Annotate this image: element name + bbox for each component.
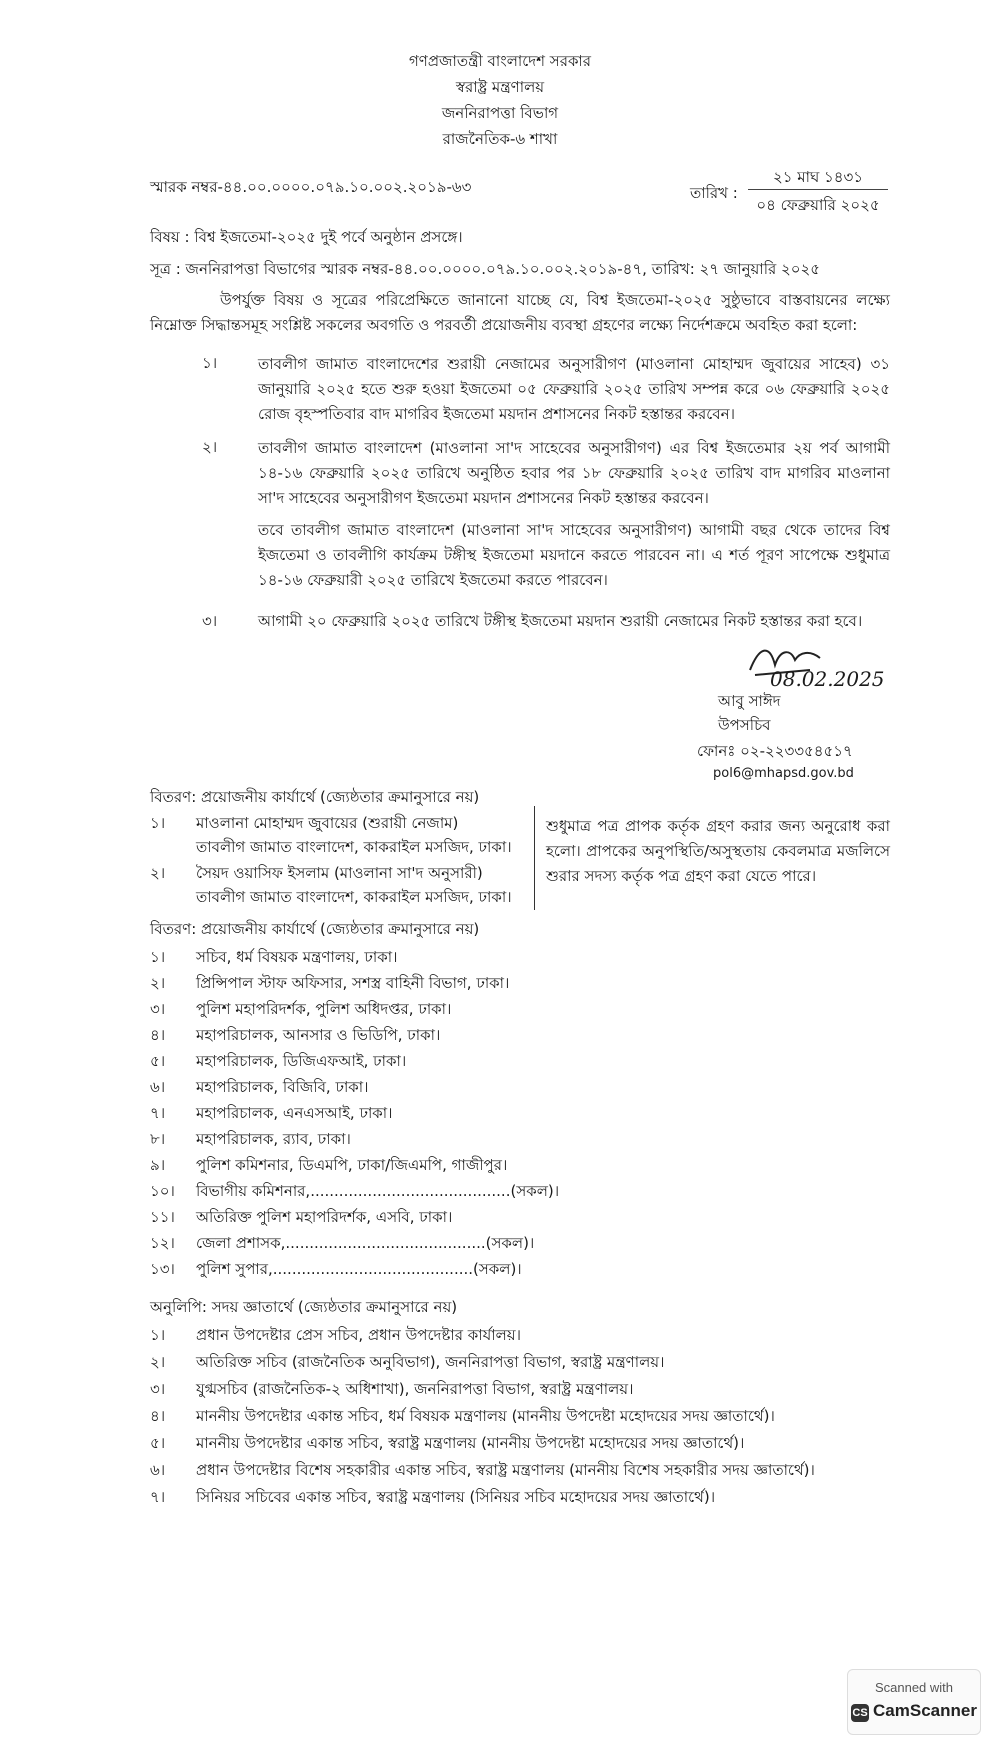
point-3-number: ৩। [202,612,218,630]
list-item: ৯। পুলিশ কমিশনার, ডিএমপি, ঢাকা/জিএমপি, গাজীপুর। [150,1156,508,1174]
list-item: ৩। পুলিশ মহাপরিদর্শক, পুলিশ অধিদপ্তর, ঢাকা। [150,1000,452,1018]
list-item: ২। অতিরিক্ত সচিব (রাজনৈতিক অনুবিভাগ), জননিরাপত্তা বিভাগ, স্বরাষ্ট্র মন্ত্রণালয়। [150,1353,665,1371]
reference-line: সূত্র : জননিরাপত্তা বিভাগের স্মারক নম্বর-৪৪.০০.০০০০.০৭৯.১০.০০২.২০১৯-৪৭, তারিখ: ২৭ জানুয়ারি ২০২৫ [150,260,821,278]
distribution-1-item-1-line2: তাবলীগ জামাত বাংলাদেশ, কাকরাইল মসজিদ, ঢাকা। [196,838,512,856]
date-label: তারিখ : [690,184,738,202]
signatory-name: আবু সাঈদ [718,692,781,710]
list-item: ৮। মহাপরিচালক, র‍্যাব, ঢাকা। [150,1130,351,1148]
distribution-1-item-2-line2: তাবলীগ জামাত বাংলাদেশ, কাকরাইল মসজিদ, ঢাকা। [196,888,512,906]
header-ministry: স্বরাষ্ট্র মন্ত্রণালয় [455,78,545,96]
list-item: ১০। বিভাগীয় কমিশনার,..........................................(সকল)। [150,1182,560,1200]
camscanner-logo-icon: CS [851,1704,869,1722]
list-item: ৫। মাননীয় উপদেষ্টার একান্ত সচিব, স্বরাষ্ট্র মন্ত্রণালয় (মাননীয় উপদেষ্টা মহোদয়ের সদয় জ্ঞাতার্থে)। [150,1434,745,1452]
signatory-email: pol6@mhapsd.gov.bd [713,766,854,781]
signatory-phone: ফোনঃ ০২-২২৩৩৫৪৫১৭ [697,742,853,760]
list-item: ৫। মহাপরিচালক, ডিজিএফআই, ঢাকা। [150,1052,407,1070]
list-item: ৩। যুগ্মসচিব (রাজনৈতিক-২ অধিশাখা), জননিরাপত্তা বিভাগ, স্বরাষ্ট্র মন্ত্রণালয়। [150,1380,634,1398]
list-item: ৬। মহাপরিচালক, বিজিবি, ঢাকা। [150,1078,369,1096]
distribution-1-item-1-line1: মাওলানা মোহাম্মদ জুবায়ের (শুরায়ী নেজাম) [196,814,459,832]
point-2-number: ২। [202,438,218,456]
point-2-text: তাবলীগ জামাত বাংলাদেশ (মাওলানা সা'দ সাহেবের অনুসারীগণ) এর বিশ্ব ইজতেমার ২য় পর্ব আগামী ১৪-১৬ ফেব্রুয়ারি ২০২৫ তারিখে অনুষ্ঠিত হবার পর ১৮ ফেব্রুয়ারি ২০২৫ তারিখ বাদ মাগরিব মাওলানা সা'দ সাহেবের অনুসারীগণ ইজতেমা ময়দান প্রশাসনের নিকট হস্তান্তর করবেন। [258,439,890,507]
point-1-text: তাবলীগ জামাত বাংলাদেশের শুরায়ী নেজামের অনুসারীগণ (মাওলানা মোহাম্মদ জুবায়ের সাহেব) ৩১ জানুয়ারি ২০২৫ হতে শুরু হওয়া ইজতেমা ০৫ ফেব্রুয়ারি ২০২৫ তারিখ সম্পন্ন করে ০৬ ফেব্রুয়ারি ২০২৫ রোজ বৃহস্পতিবার বাদ মাগরিব ইজতেমা ময়দান প্রশাসনের নিকট হস্তান্তর করবেন। [258,355,890,423]
camscanner-watermark [847,1669,981,1735]
subject-line: বিষয় : বিশ্ব ইজতেমা-২০২৫ দুই পর্বে অনুষ্ঠান প্রসঙ্গে। [150,228,463,246]
date-english: ০৪ ফেব্রুয়ারি ২০২৫ [756,196,880,214]
distribution-1-note: শুধুমাত্র পত্র প্রাপক কর্তৃক গ্রহণ করার জন্য অনুরোধ করা হলো। প্রাপকের অনুপস্থিতি/অসুস্থতায় কেবলমাত্র মজলিসে শুরার সদস্য কর্তৃক পত্র গ্রহণ করা যেতে পারে। [546,817,890,885]
list-item: ১২। জেলা প্রশাসক,..........................................(সকল)। [150,1234,535,1252]
header-government: গণপ্রজাতন্ত্রী বাংলাদেশ সরকার [408,52,592,70]
camscanner-name: CamScanner [873,1700,977,1720]
list-item: ৭। সিনিয়র সচিবের একান্ত সচিব, স্বরাষ্ট্র মন্ত্রণালয় (সিনিয়র সচিব মহোদয়ের সদয় জ্ঞাতার্থে)। [150,1488,716,1506]
camscanner-caption: Scanned with [874,1680,954,1695]
point-1-number: ১। [202,354,218,372]
date-bangla: ২১ মাঘ ১৪৩১ [748,166,888,190]
list-item: ৪। মহাপরিচালক, আনসার ও ভিডিপি, ঢাকা। [150,1026,441,1044]
list-item: ১। প্রধান উপদেষ্টার প্রেস সচিব, প্রধান উপদেষ্টার কার্যালয়। [150,1326,521,1344]
list-item: ৬। প্রধান উপদেষ্টার বিশেষ সহকারীর একান্ত সচিব, স্বরাষ্ট্র মন্ত্রণালয় (মাননীয় বিশেষ সহকারীর সদয় জ্ঞাতার্থে)। [150,1461,815,1479]
distribution-1-heading: বিতরণ: প্রয়োজনীয় কার্যার্থে (জ্যেষ্ঠতার ক্রমানুসারে নয়) [150,788,480,806]
header-branch: রাজনৈতিক-৬ শাখা [442,130,558,148]
list-item: ১। সচিব, ধর্ম বিষয়ক মন্ত্রণালয়, ঢাকা। [150,948,398,966]
memo-number: স্মারক নম্বর-৪৪.০০.০০০০.০৭৯.১০.০০২.২০১৯-৬৩ [150,178,472,196]
signatory-title: উপসচিব [718,716,771,734]
list-item: ৭। মহাপরিচালক, এনএসআই, ঢাকা। [150,1104,393,1122]
list-item: ১১। অতিরিক্ত পুলিশ মহাপরিদর্শক, এসবি, ঢাকা। [150,1208,453,1226]
distribution-1-item-2-line1: সৈয়দ ওয়াসিফ ইসলাম (মাওলানা সা'দ অনুসারী) [196,864,483,882]
list-item: ১৩। পুলিশ সুপার,..........................................(সকল)। [150,1260,522,1278]
signature-date: 08.02.2025 [770,667,885,691]
distribution-2-list [150,944,890,1282]
distribution-2-heading: বিতরণ: প্রয়োজনীয় কার্যার্থে (জ্যেষ্ঠতার ক্রমানুসারে নয়) [150,920,480,938]
list-item: ৪। মাননীয় উপদেষ্টার একান্ত সচিব, ধর্ম বিষয়ক মন্ত্রণালয় (মাননীয় উপদেষ্টা মহোদয়ের সদয় জ্ঞাতার্থে)। [150,1407,775,1425]
copies-heading: অনুলিপি: সদয় জ্ঞাতার্থে (জ্যেষ্ঠতার ক্রমানুসারে নয়) [150,1298,458,1316]
copies-list [150,1322,940,1511]
distribution-1-item-2-number: ২। [150,864,166,882]
point-2-condition-text: তবে তাবলীগ জামাত বাংলাদেশ (মাওলানা সা'দ সাহেবের অনুসারীগণ) আগামী বছর থেকে তাদের বিশ্ব ইজতেমা ও তাবলীগি কার্যক্রম টঙ্গীস্থ ইজতেমা ময়দানে করতে পারবেন না। এ শর্ত পূরণ সাপেক্ষে শুধুমাত্র ১৪-১৬ ফেব্রুয়ারী ২০২৫ তারিখে ইজতেমা করতে পারবেন। [258,521,890,589]
intro-paragraph: উপর্যুক্ত বিষয় ও সূত্রের পরিপ্রেক্ষিতে জানানো যাচ্ছে যে, বিশ্ব ইজতেমা-২০২৫ সুষ্ঠুভাবে বাস্তবায়নের লক্ষ্যে নিম্নোক্ত সিদ্ধান্তসমূহ সংশ্লিষ্ট সকলের অবগতি ও পরবর্তী প্রয়োজনীয় ব্যবস্থা গ্রহণের লক্ষ্যে নির্দেশক্রমে অবহিত করা হলো: [150,291,890,334]
list-item: ২। প্রিন্সিপাল স্টাফ অফিসার, সশস্ত্র বাহিনী বিভাগ, ঢাকা। [150,974,510,992]
distribution-1-item-1-number: ১। [150,814,166,832]
point-3-text: আগামী ২০ ফেব্রুয়ারি ২০২৫ তারিখে টঙ্গীস্থ ইজতেমা ময়দান শুরায়ী নেজামের নিকট হস্তান্তর করা হবে। [258,612,863,630]
header-division: জননিরাপত্তা বিভাগ [441,104,559,122]
distribution-divider [534,806,535,910]
